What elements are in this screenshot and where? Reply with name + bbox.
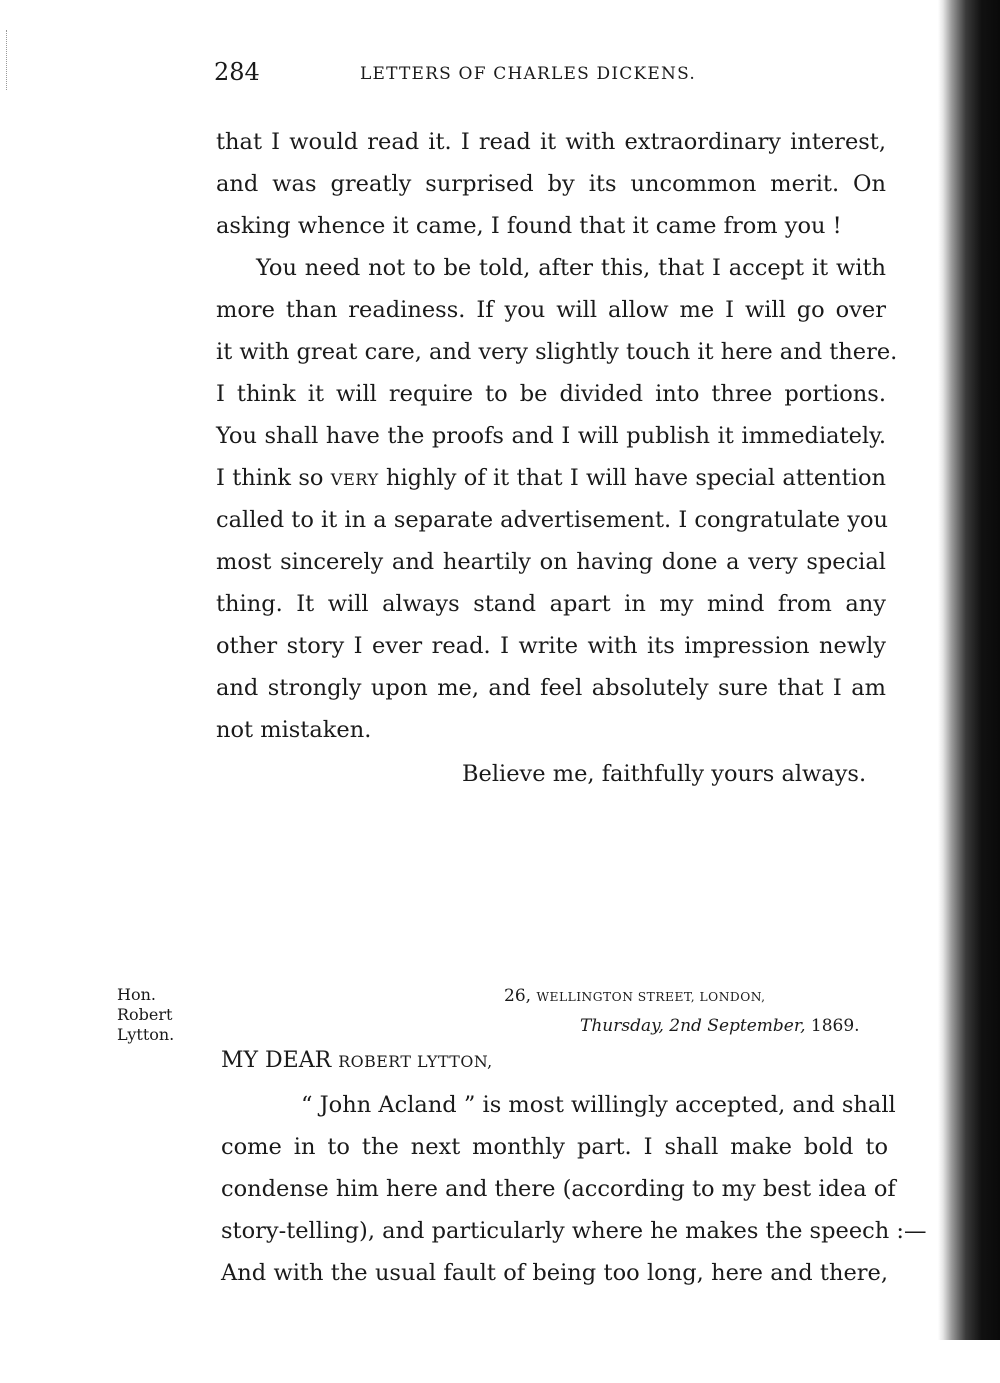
text-line: And with the usual fault of being too long, here and there,	[221, 1260, 888, 1286]
text-line: come in to the next monthly part. I shall make bold to	[221, 1134, 888, 1160]
text-line: called to it in a separate advertisement. I congratulate you	[216, 507, 889, 533]
margin-note-line: Lytton.	[117, 1025, 175, 1044]
date-text: Thursday, 2nd September,	[580, 1016, 806, 1036]
text-segment: highly of it that I will have special attention	[385, 465, 886, 491]
text-line: You need not to be told, after this, that I accept it with	[256, 255, 886, 281]
page-number: 284	[214, 58, 260, 86]
text-line: more than readiness. If you will allow me I will go over	[216, 297, 886, 323]
margin-note-line: Robert	[117, 1005, 173, 1024]
text-line: it with great care, and very slightly touch it here and there.	[216, 339, 898, 365]
text-line: condense him here and there (according to my best idea of	[221, 1176, 896, 1202]
text-line	[216, 457, 886, 499]
text-line: and was greatly surprised by its uncommon merit. On	[216, 171, 886, 197]
letter-salutation	[221, 1043, 493, 1080]
scan-margin-specks	[6, 30, 13, 90]
text-segment: I think so	[216, 465, 324, 491]
text-line: You shall have the proofs and I will publish it immediately.	[216, 423, 886, 449]
letter-body-2	[221, 1084, 927, 1294]
letter-address	[504, 982, 766, 1011]
text-line: I think it will require to be divided into three portions.	[216, 381, 886, 407]
address-street: WELLINGTON STREET, LONDON,	[536, 990, 766, 1004]
small-caps-word: VERY	[330, 470, 379, 489]
address-number: 26,	[504, 986, 532, 1006]
letter-body-1	[216, 121, 898, 751]
text-line: story-telling), and particularly where he makes the speech :—	[221, 1218, 927, 1244]
letter-date	[580, 1012, 860, 1040]
running-head	[214, 58, 894, 94]
date-year: 1869.	[810, 1016, 860, 1036]
salutation-first: MY DEAR	[221, 1048, 332, 1073]
text-line: not mistaken.	[216, 717, 372, 743]
scanned-binding-edge	[938, 0, 1000, 1383]
text-line: and strongly upon me, and feel absolutely sure that I am	[216, 675, 886, 701]
margin-note	[117, 985, 197, 1045]
text-line: other story I ever read. I write with its impression newly	[216, 633, 886, 659]
text-line: “ John Acland ” is most willingly accepted, and shall	[301, 1092, 896, 1118]
running-title: LETTERS OF CHARLES DICKENS.	[360, 64, 696, 84]
text-line: that I would read it. I read it with extraordinary interest,	[216, 129, 886, 155]
text-line: asking whence it came, I found that it came from you !	[216, 213, 842, 239]
text-line: thing. It will always stand apart in my mind from any	[216, 591, 886, 617]
text-line: most sincerely and heartily on having done a very special	[216, 549, 886, 575]
salutation-name: ROBERT LYTTON,	[338, 1052, 493, 1071]
margin-note-line: Hon.	[117, 985, 156, 1004]
letter-closing: Believe me, faithfully yours always.	[462, 761, 867, 787]
